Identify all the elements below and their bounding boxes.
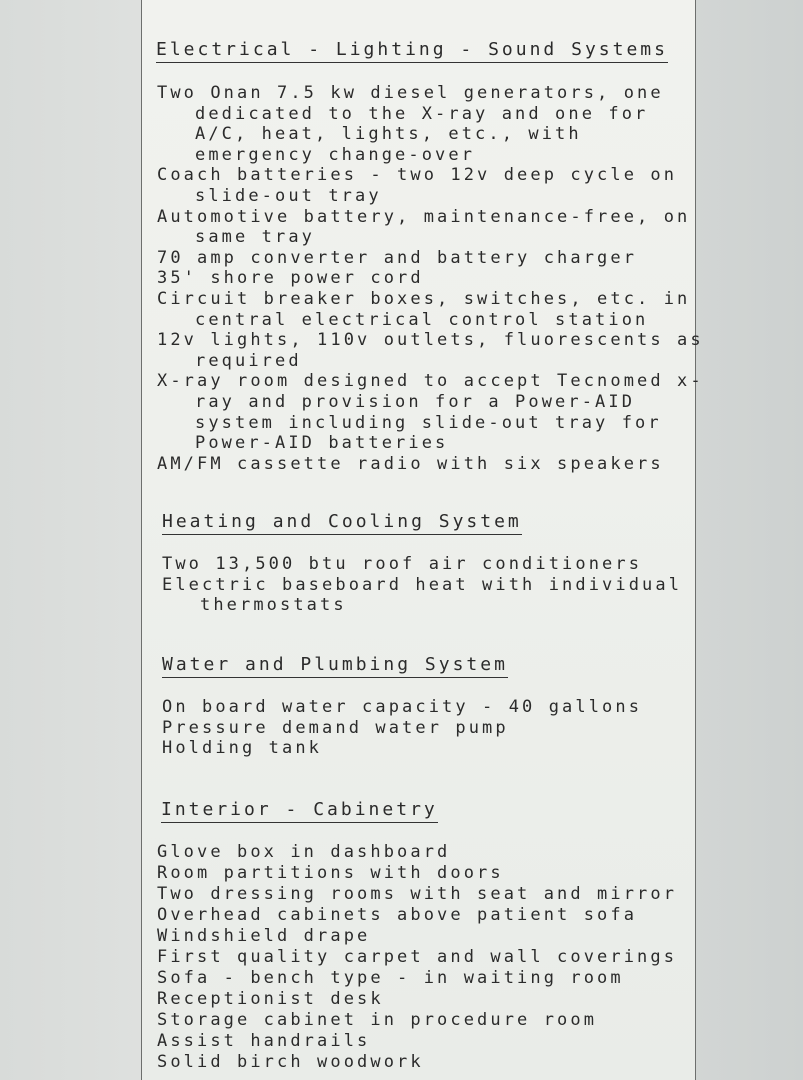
section-electrical-lighting-sound	[152, 39, 718, 474]
list-item: Automotive battery, maintenance-free, on same tray	[157, 206, 704, 248]
section-heading: Interior - Cabinetry	[161, 799, 438, 823]
document-page	[141, 0, 718, 1080]
list-item: Assist handrails	[157, 1030, 371, 1051]
list-item: Windshield drape	[157, 925, 371, 946]
list-item: Pressure demand water pump	[162, 717, 509, 738]
section-heading: Heating and Cooling System	[162, 511, 522, 535]
list-item: Two 13,500 btu roof air conditioners	[162, 554, 643, 575]
list-item: X-ray room designed to accept Tecnomed x-ray and provision for a Power-AID system including slide-out tray for Power-AID batteries	[157, 371, 704, 454]
item-list	[157, 83, 718, 474]
list-item: Overhead cabinets above patient sofa	[157, 904, 638, 925]
list-item: 70 amp converter and battery charger	[157, 247, 638, 268]
list-item: Glove box in dashboard	[157, 841, 451, 862]
list-item: Two Onan 7.5 kw diesel generators, one dedicated to the X-ray and one for A/C, heat, lights, etc., with emergency change-over	[157, 83, 678, 165]
list-item: Holding tank	[162, 738, 323, 759]
section-water-plumbing	[152, 654, 712, 759]
list-item: Two dressing rooms with seat and mirror	[157, 883, 678, 904]
list-item: Sofa - bench type - in waiting room	[157, 967, 624, 988]
list-item: Coach batteries - two 12v deep cycle on slide-out tray	[157, 165, 691, 206]
list-item: AM/FM cassette radio with six speakers	[157, 453, 664, 474]
list-item: Receptionist desk	[157, 988, 384, 1009]
list-item: Electric baseboard heat with individual thermostats	[162, 574, 696, 616]
list-item: Circuit breaker boxes, switches, etc. in central electrical control station	[157, 288, 704, 330]
section-heating-cooling	[152, 511, 712, 616]
item-list	[162, 697, 712, 759]
section-heading: Water and Plumbing System	[162, 654, 508, 678]
list-item: Storage cabinet in procedure room	[157, 1009, 598, 1030]
section-interior-cabinetry	[152, 799, 712, 1073]
section-heading: Electrical - Lighting - Sound Systems	[156, 39, 668, 63]
list-item: 12v lights, 110v outlets, fluorescents as required	[157, 330, 718, 371]
list-item: 35' shore power cord	[157, 268, 424, 289]
item-list	[162, 554, 712, 616]
list-item: Solid birch woodwork	[157, 1051, 424, 1072]
spec-list	[152, 39, 718, 1073]
list-item: On board water capacity - 40 gallons	[162, 697, 643, 718]
item-list	[157, 842, 712, 1073]
list-item: Room partitions with doors	[157, 862, 504, 883]
list-item: First quality carpet and wall coverings	[157, 946, 678, 967]
